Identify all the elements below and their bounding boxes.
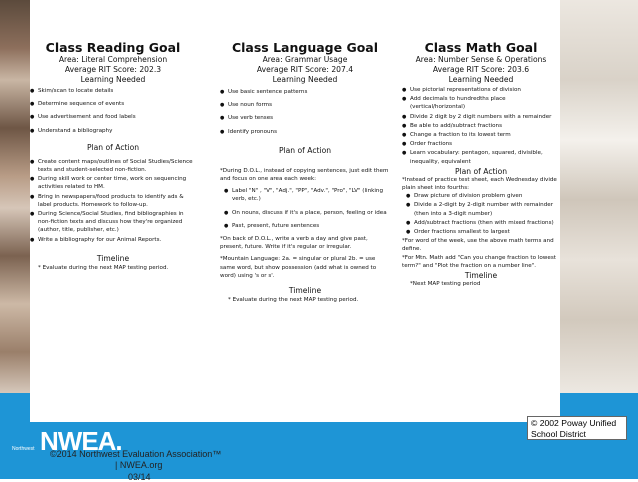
- math-needed-heading: Learning Needed: [448, 75, 514, 84]
- language-plan-note: *On back of D.O.L., write a verb a day and give past, present, future. Write if it's regular or irregular.: [220, 236, 368, 251]
- language-goal-title: Class Language Goal: [231, 40, 379, 55]
- list-item: ● Write a bibliography for our Animal Reports.: [30, 236, 196, 244]
- list-item: ● Label "N" , "V", "Adj.", "PP", "Adv.", "Pro", "LV" (linking verb, etc.): [224, 187, 390, 203]
- language-plan-intro: *During D.O.L., instead of copying sentences, just edit them and focus on one area each week:: [220, 167, 389, 183]
- reading-timeline-heading: Timeline: [96, 253, 130, 263]
- math-timeline-text: *Next MAP testing period: [410, 281, 481, 288]
- reading-plan-list: [30, 158, 196, 244]
- list-item: ● Order fractions: [402, 140, 560, 148]
- math-goal-column: [402, 26, 560, 292]
- list-item: ● Use pictorial representations of division: [402, 86, 560, 94]
- language-plan-note: *Mountain Language: 2a. = singular or plural 2b. = use same word, but show possession (add what is owned to word) using 's or s'.: [220, 256, 377, 279]
- background-photo-right: [560, 0, 638, 400]
- math-plan-intro: *Instead of practice test sheet, each Wednesday divide plain sheet into fourths:: [402, 176, 557, 192]
- math-plan-list: [406, 192, 560, 236]
- language-area: Area: Grammar Usage: [262, 55, 348, 64]
- list-item: ● Skim/scan to locate details: [30, 87, 196, 95]
- math-rit: Average RIT Score: 203.6: [432, 65, 530, 74]
- list-item: ● Draw picture of division problem given: [406, 192, 560, 200]
- reading-goal-title: Class Reading Goal: [45, 40, 181, 55]
- list-item: ● During skill work or center time, work on sequencing activities related to HM.: [30, 175, 196, 191]
- list-item: ● Divide 2 digit by 2 digit numbers with a remainder: [402, 113, 560, 121]
- list-item: ● Use noun forms: [220, 101, 390, 109]
- copyright-text: ©2014 Northwest Evaluation Association™: [50, 449, 222, 459]
- language-timeline-text: * Evaluate during the next MAP testing period.: [228, 297, 359, 304]
- reading-needs-list: [30, 87, 196, 135]
- list-item: ● Learn vocabulary: pentagon, squared, divisible, inequality, equivalent: [402, 149, 560, 165]
- language-plan-heading: Plan of Action: [278, 145, 332, 155]
- footer-url: | NWEA.org: [115, 460, 163, 470]
- list-item: ● Use basic sentence patterns: [220, 88, 390, 96]
- list-item: ● Order fractions smallest to largest: [406, 228, 560, 236]
- reading-timeline-text: * Evaluate during the next MAP testing period.: [38, 264, 169, 271]
- reading-rit: Average RIT Score: 202.3: [64, 65, 162, 74]
- list-item: ● Use verb tenses: [220, 114, 390, 122]
- list-item: ● Identify pronouns: [220, 128, 390, 136]
- math-plan-note: *For word of the week, use the above math terms and define.: [402, 238, 554, 253]
- reading-plan-heading: Plan of Action: [86, 142, 140, 152]
- reading-goal-column: [30, 26, 196, 276]
- math-plan-heading: Plan of Action: [454, 166, 508, 176]
- background-photo-left: [0, 0, 30, 400]
- list-item: ● Be able to add/subtract fractions: [402, 122, 560, 130]
- list-item: ● Divide a 2-digit by 2-digit number with remainder (then into a 3-digit number): [406, 201, 560, 217]
- credit-line: School District: [531, 429, 586, 439]
- reading-needed-heading: Learning Needed: [80, 75, 146, 84]
- list-item: ● Past, present, future sentences: [224, 222, 390, 230]
- list-item: ● Add decimals to hundredths place (vertical/horizontal): [402, 95, 560, 111]
- language-needed-heading: Learning Needed: [272, 75, 338, 84]
- math-goal-title: Class Math Goal: [424, 40, 538, 55]
- credit-box: [527, 416, 627, 440]
- math-plan-note: *For Mtn. Math add "Can you change fraction to lowest term?" and "Plot the fraction on a number line".: [402, 254, 556, 269]
- nwea-logo-tagline: Northwest: [12, 446, 35, 452]
- language-timeline-heading: Timeline: [288, 286, 322, 296]
- list-item: ● Understand a bibliography: [30, 127, 196, 135]
- goal-document: [30, 26, 560, 422]
- list-item: ● Add/subtract fractions (then with mixed fractions): [406, 219, 560, 227]
- math-needs-list: [402, 86, 560, 166]
- list-item: ● On nouns, discuss if it's a place, person, feeling or idea: [224, 209, 390, 217]
- list-item: ● Create content maps/outlines of Social Studies/Science texts and student-selected non-fiction.: [30, 158, 196, 174]
- list-item: ● Bring in newspapers/food products to identify ads & label products. Homework to follow-up.: [30, 193, 196, 209]
- math-timeline-heading: Timeline: [464, 271, 498, 281]
- list-item: ● Determine sequence of events: [30, 100, 196, 108]
- list-item: ● Use advertisement and food labels: [30, 113, 196, 121]
- list-item: ● During Science/Social Studies, find bibliographies in non-fiction texts and discuss how they're organized (author, title, publisher, etc.): [30, 210, 196, 235]
- math-area: Area: Number Sense & Operations: [415, 55, 547, 64]
- nwea-logo: NWEA.: [40, 426, 122, 456]
- list-item: ● Change a fraction to its lowest term: [402, 131, 560, 139]
- language-plan-list: [224, 187, 390, 230]
- reading-area: Area: Literal Comprehension: [58, 55, 168, 64]
- footer-date: 03/14: [128, 472, 151, 482]
- language-goal-column: [220, 26, 390, 308]
- language-needs-list: [220, 88, 390, 136]
- credit-line: © 2002 Poway Unified: [531, 418, 617, 428]
- language-rit: Average RIT Score: 207.4: [256, 65, 354, 74]
